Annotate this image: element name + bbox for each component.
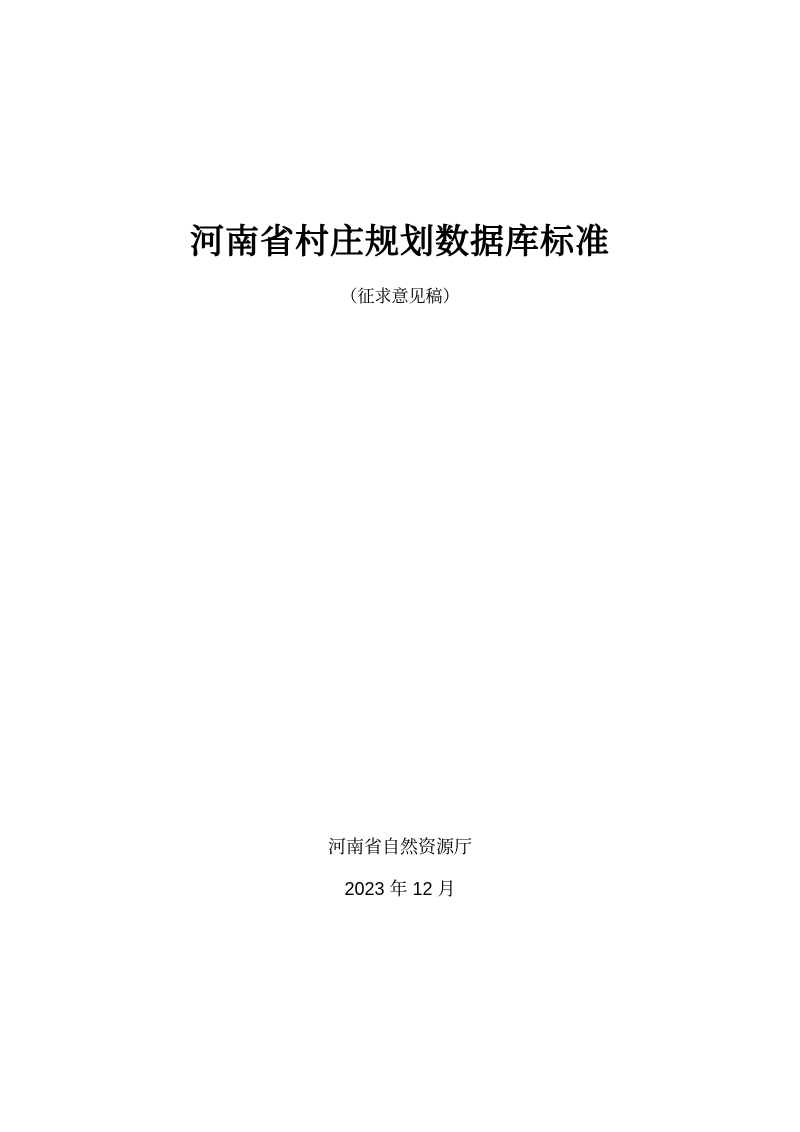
document-date: 2023 年 12 月 [344,879,456,899]
page-title: 河南省村庄规划数据库标准 [190,223,610,261]
document-subtitle: （征求意见稿） [340,287,460,306]
document-issuer: 河南省自然资源厅 [328,837,472,857]
